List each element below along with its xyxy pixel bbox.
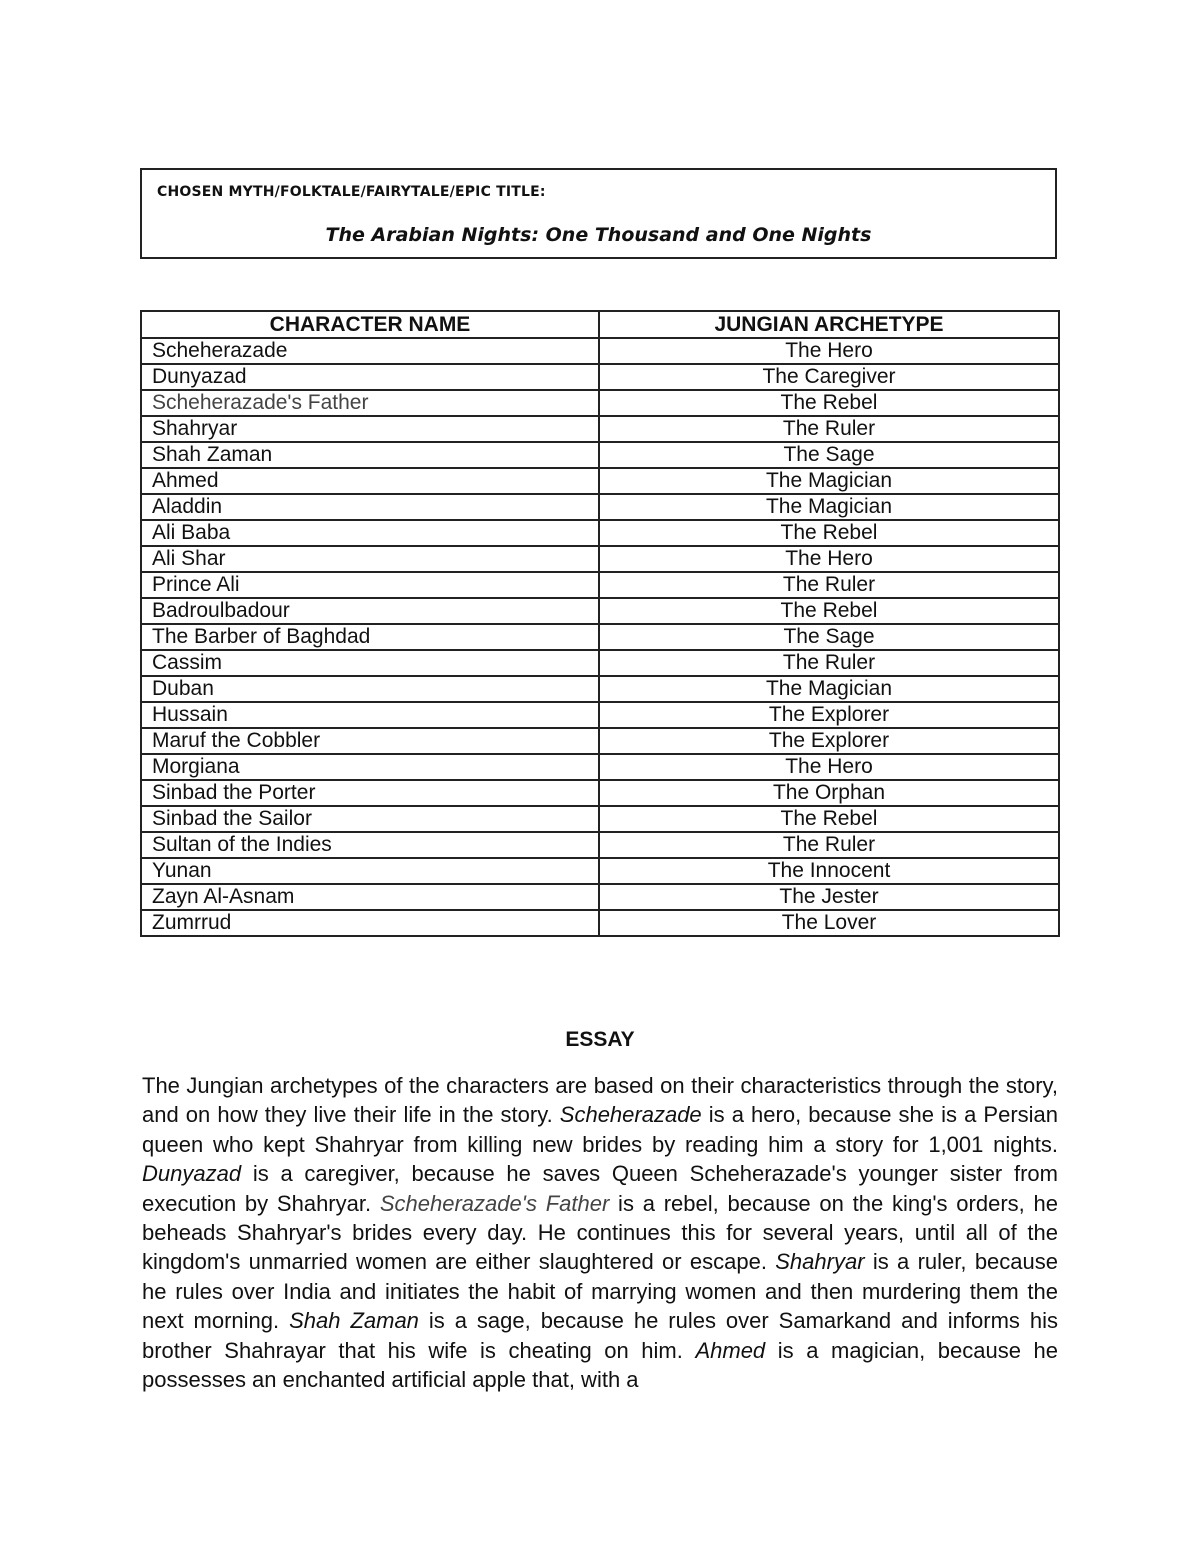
archetype-cell: The Hero xyxy=(599,338,1059,364)
table-row xyxy=(141,780,1059,806)
table-row xyxy=(141,546,1059,572)
archetype-table xyxy=(140,310,1060,937)
archetype-cell: The Hero xyxy=(599,754,1059,780)
table-row xyxy=(141,442,1059,468)
character-name-cell: Ahmed xyxy=(141,468,599,494)
essay-text-segment: is a hero, because she is a Persian queen who kept Shahryar from killing new brides by reading him a story for 1,001 nights. xyxy=(142,1102,1059,1157)
archetype-cell: The Magician xyxy=(599,494,1059,520)
essay-text-segment: The Jungian archetypes of the characters are based on their characteristics through the story, and on how they live their life in the story. xyxy=(142,1073,1058,1128)
table-row xyxy=(141,338,1059,364)
archetype-cell: The Rebel xyxy=(599,806,1059,832)
table-row xyxy=(141,468,1059,494)
character-name-cell: Hussain xyxy=(141,702,599,728)
table-row xyxy=(141,858,1059,884)
character-name-cell: Shah Zaman xyxy=(141,442,599,468)
archetype-cell: The Lover xyxy=(599,910,1059,936)
archetype-cell: The Ruler xyxy=(599,416,1059,442)
header-jungian-archetype: JUNGIAN ARCHETYPE xyxy=(599,311,1059,338)
table-row xyxy=(141,598,1059,624)
character-name-cell: Sinbad the Porter xyxy=(141,780,599,806)
table-row xyxy=(141,702,1059,728)
table-row xyxy=(141,884,1059,910)
table-row xyxy=(141,754,1059,780)
character-name-cell: Badroulbadour xyxy=(141,598,599,624)
character-name-cell: Yunan xyxy=(141,858,599,884)
archetype-cell: The Ruler xyxy=(599,650,1059,676)
table-row xyxy=(141,650,1059,676)
character-name-cell: Prince Ali xyxy=(141,572,599,598)
table-row xyxy=(141,572,1059,598)
archetype-cell: The Rebel xyxy=(599,520,1059,546)
essay-text-segment: is a rebel, because on the king's orders, he beheads Shahryar's brides every day. He continues this for several years, until all of the kingdom's unmarried women are either slaughtered or escape. xyxy=(142,1190,1059,1275)
archetype-cell: The Hero xyxy=(599,546,1059,572)
essay-character-reference: Dunyazad xyxy=(142,1161,242,1187)
essay-character-reference: Ahmed xyxy=(695,1337,766,1363)
character-name-cell: Scheherazade's Father xyxy=(141,390,599,416)
archetype-cell: The Caregiver xyxy=(599,364,1059,390)
essay-text-segment: is a sage, because he rules over Samarkand and informs his brother Shahrayar that his wife is cheating on him. xyxy=(142,1308,1059,1363)
title-label: CHOSEN MYTH/FOLKTALE/FAIRYTALE/EPIC TITLE: xyxy=(157,184,546,200)
essay-heading: ESSAY xyxy=(565,1028,635,1051)
table-row xyxy=(141,416,1059,442)
table-body xyxy=(141,338,1059,936)
character-name-cell: The Barber of Baghdad xyxy=(141,624,599,650)
character-name-cell: Zayn Al-Asnam xyxy=(141,884,599,910)
title-box xyxy=(140,168,1057,259)
character-name-cell: Scheherazade xyxy=(141,338,599,364)
table-row xyxy=(141,364,1059,390)
archetype-cell: The Innocent xyxy=(599,858,1059,884)
essay-character-reference: Scheherazade's Father xyxy=(379,1190,610,1216)
table-row xyxy=(141,910,1059,936)
archetype-cell: The Sage xyxy=(599,442,1059,468)
archetype-cell: The Rebel xyxy=(599,598,1059,624)
table-row xyxy=(141,520,1059,546)
character-name-cell: Dunyazad xyxy=(141,364,599,390)
archetype-cell: The Explorer xyxy=(599,728,1059,754)
essay-character-reference: Shahryar xyxy=(775,1249,865,1275)
character-name-cell: Ali Shar xyxy=(141,546,599,572)
character-name-cell: Ali Baba xyxy=(141,520,599,546)
essay-body xyxy=(142,1071,1058,1394)
archetype-cell: The Ruler xyxy=(599,572,1059,598)
essay-text-segment: is a ruler, because he rules over India and initiates the habit of marrying women and then murdering them the next morning. xyxy=(142,1249,1058,1334)
essay-character-reference: Shah Zaman xyxy=(289,1308,419,1334)
character-name-cell: Cassim xyxy=(141,650,599,676)
character-name-cell: Shahryar xyxy=(141,416,599,442)
character-name-cell: Duban xyxy=(141,676,599,702)
archetype-cell: The Magician xyxy=(599,676,1059,702)
character-name-cell: Aladdin xyxy=(141,494,599,520)
character-name-cell: Zumrrud xyxy=(141,910,599,936)
character-name-cell: Morgiana xyxy=(141,754,599,780)
character-name-cell: Sultan of the Indies xyxy=(141,832,599,858)
archetype-cell: The Explorer xyxy=(599,702,1059,728)
essay-text-segment: is a magician, because he possesses an enchanted artificial apple that, with a xyxy=(142,1337,1058,1393)
table-row xyxy=(141,728,1059,754)
header-character-name: CHARACTER NAME xyxy=(141,311,599,338)
archetype-cell: The Rebel xyxy=(599,390,1059,416)
table-row xyxy=(141,390,1059,416)
archetype-cell: The Sage xyxy=(599,624,1059,650)
character-name-cell: Sinbad the Sailor xyxy=(141,806,599,832)
essay-character-reference: Scheherazade xyxy=(559,1102,702,1128)
essay-text-segment: is a caregiver, because he saves Queen Scheherazade's younger sister from execution by Shahryar. xyxy=(142,1161,1058,1216)
story-title: The Arabian Nights: One Thousand and One Nights xyxy=(325,224,872,246)
table-row xyxy=(141,624,1059,650)
archetype-cell: The Jester xyxy=(599,884,1059,910)
table-row xyxy=(141,806,1059,832)
table-header-row xyxy=(141,311,1059,338)
archetype-cell: The Magician xyxy=(599,468,1059,494)
table-row xyxy=(141,676,1059,702)
archetype-cell: The Orphan xyxy=(599,780,1059,806)
archetype-cell: The Ruler xyxy=(599,832,1059,858)
character-name-cell: Maruf the Cobbler xyxy=(141,728,599,754)
table-row xyxy=(141,494,1059,520)
table-row xyxy=(141,832,1059,858)
